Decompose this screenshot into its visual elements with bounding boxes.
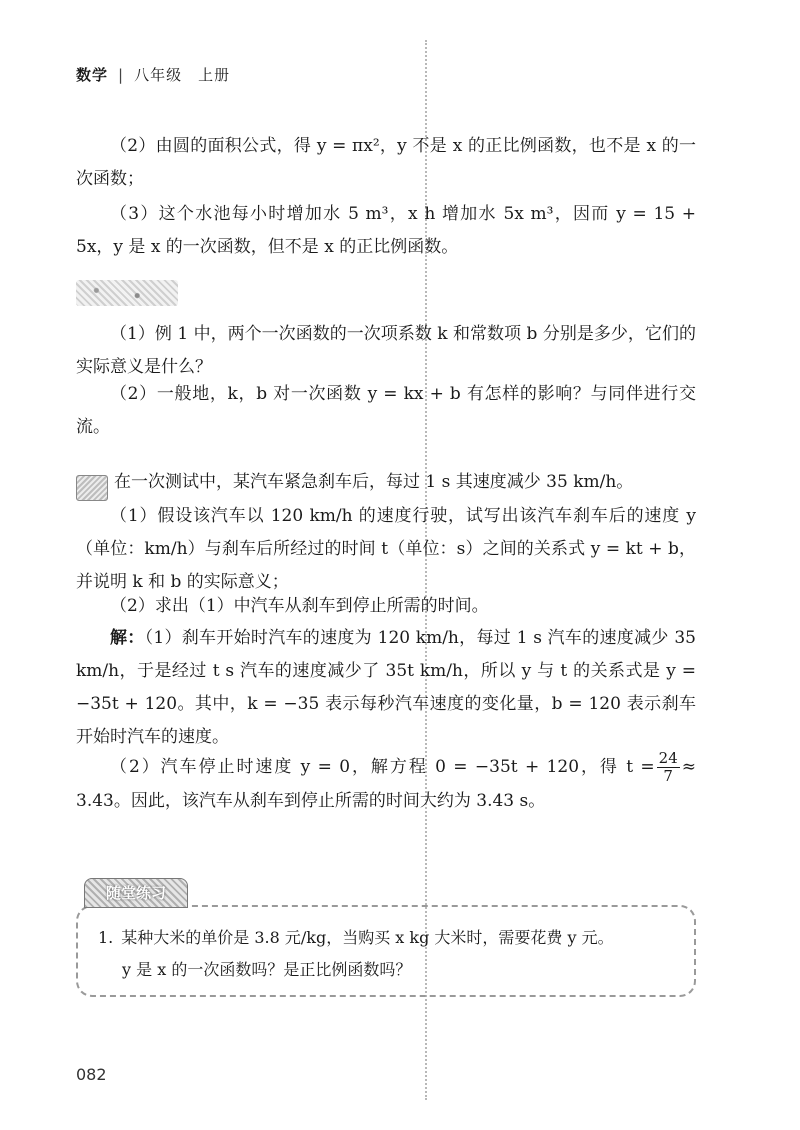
exercise-number: 1. bbox=[98, 928, 114, 947]
example-2-intro-text: 在一次测试中，某汽车紧急刹车后，每过 1 s 其速度减少 35 km/h。 bbox=[114, 472, 634, 492]
solution-1-text: （1）刹车开始时汽车的速度为 120 km/h，每过 1 s 汽车的速度减少 35 km/h，于是经过 t s 汽车的速度减少了 35t km/h，所以 y 与 t 的关系式是 y = −35t + 120。其中，k = −35 表示每秒汽车速度的变化量，b = 120 表示刹车开始时汽车的速度。 bbox=[76, 628, 696, 747]
example-2-solution-1 bbox=[76, 622, 696, 754]
example-2-question-2: （2）求出（1）中汽车从刹车到停止所需的时间。 bbox=[110, 596, 489, 616]
page-number: 082 bbox=[76, 1065, 107, 1084]
solution-part-2: （2）由圆的面积公式，得 y = πx²，y 不是 x 的正比例函数，也不是 x 的一次函数； bbox=[76, 136, 696, 189]
example-2-intro bbox=[76, 466, 696, 501]
solution-2-text-before: （2）汽车停止时速度 y = 0，解方程 0 = −35t + 120，得 t = bbox=[110, 757, 655, 777]
exercise-text-1: 某种大米的单价是 3.8 元/kg，当购买 x kg 大米时，需要花费 y 元。 bbox=[121, 928, 614, 947]
example-2-question-1: （1）假设该汽车以 120 km/h 的速度行驶，试写出该汽车刹车后的速度 y（单位：km/h）与刹车后所经过的时间 t（单位：s）之间的关系式 y = kt + b，并说明 k 和 b 的实际意义； bbox=[76, 506, 696, 592]
fraction-denominator: 7 bbox=[663, 767, 673, 785]
think-question-2: （2）一般地，k，b 对一次函数 y = kx + b 有怎样的影响？与同伴进行交流。 bbox=[76, 384, 696, 437]
example-2-badge bbox=[76, 475, 108, 501]
exercise-text-2: y 是 x 的一次函数吗？是正比例函数吗？ bbox=[122, 960, 412, 979]
fraction-24-over-7 bbox=[657, 750, 680, 785]
grade-label: 八年级 上册 bbox=[134, 66, 231, 84]
solution-part-3: （3）这个水池每小时增加水 5 m³，x h 增加水 5x m³，因而 y = 15 + 5x，y 是 x 的一次函数，但不是 x 的正比例函数。 bbox=[76, 204, 696, 257]
header-separator: | bbox=[118, 66, 125, 84]
example-2-solution-2 bbox=[76, 750, 696, 818]
practice-exercise-1 bbox=[98, 922, 688, 986]
page-header bbox=[76, 64, 230, 85]
think-section-badge bbox=[76, 280, 178, 306]
fraction-numerator: 24 bbox=[658, 749, 678, 767]
think-question-1: （1）例 1 中，两个一次函数的一次项系数 k 和常数项 b 分别是多少，它们的实际意义是什么？ bbox=[76, 324, 696, 377]
practice-tab: 随堂练习 bbox=[84, 878, 188, 908]
solution-label: 解： bbox=[110, 628, 145, 648]
exercise-line-1 bbox=[98, 922, 688, 954]
subject-label: 数学 bbox=[76, 66, 109, 84]
solution-2-text-after: ≈ 3.43。因此，该汽车从刹车到停止所需的时间大约为 3.43 s。 bbox=[76, 757, 696, 811]
